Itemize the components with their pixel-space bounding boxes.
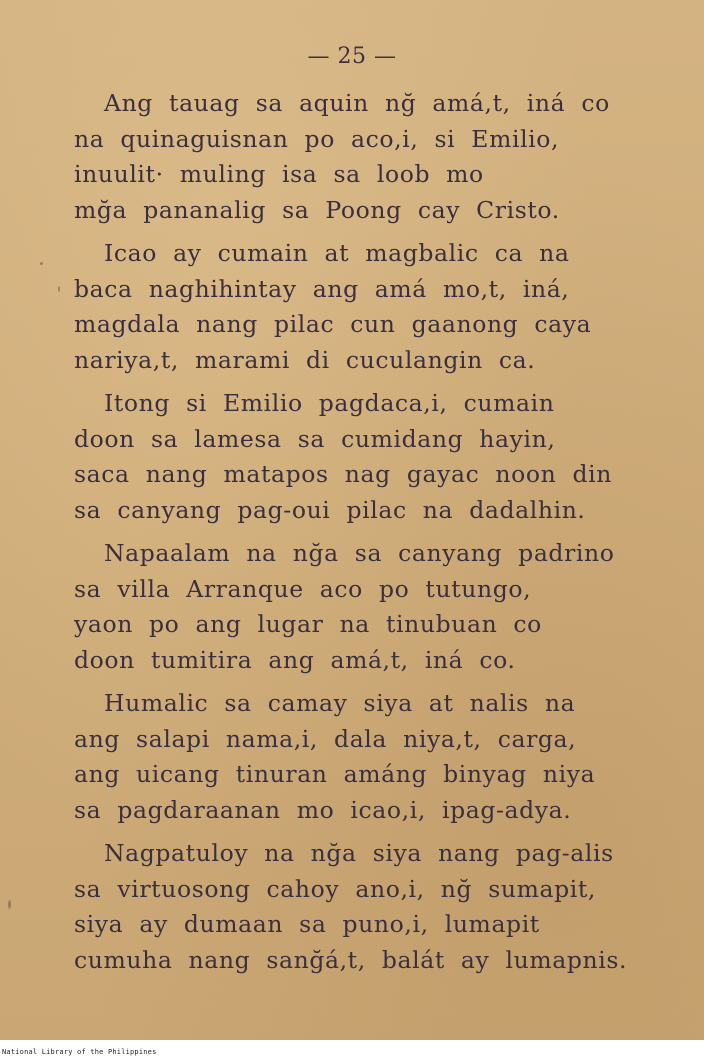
stanza-2 (74, 236, 674, 378)
stanza-4-line-4: doon tumitira ang amá,t, iná co. (74, 645, 516, 674)
stanza-2-line-3: magdala nang pilac cun gaanong caya (74, 310, 592, 338)
stanza-3 (74, 386, 674, 528)
stanza-6-line-1: Nagpatuloy na nğa siya nang pag-alis (104, 839, 614, 867)
stanza-2-line-2: baca naghihintay ang amá mo,t, iná, (74, 274, 570, 303)
stanza-4-line-3: yaon po ang lugar na tinubuan co (74, 610, 542, 638)
stanza-1 (74, 86, 674, 228)
stanza-6 (74, 836, 674, 978)
stanza-5-line-1: Humalic sa camay siya at nalis na (104, 689, 576, 717)
stanza-3-line-1: Itong si Emilio pagdaca,i, cumain (104, 389, 555, 417)
paper-speck (40, 262, 43, 265)
stanza-4-line-2: sa villa Arranque aco po tutungo, (74, 574, 532, 603)
paper-speck (58, 286, 60, 292)
stanza-1-line-4: mğa pananalig sa Poong cay Cristo. (74, 195, 560, 224)
stanza-4 (74, 536, 674, 678)
stanza-4-line-1: Napaalam na nğa sa canyang padrino (104, 539, 615, 567)
library-credit: National Library of the Philippines (2, 1048, 157, 1056)
poem-body (74, 86, 674, 986)
stanza-5-line-2: ang salapi nama,i, dala niya,t, carga, (74, 724, 577, 753)
stanza-1-line-2: na quinaguisnan po aco,i, si Emilio, (74, 124, 560, 153)
stanza-5-line-3: ang uicang tinuran amáng binyag niya (74, 760, 596, 788)
stanza-2-line-4: nariya,t, marami di cuculangin ca. (74, 345, 536, 374)
stanza-1-line-3: inuulit· muling isa sa loob mo (74, 160, 484, 188)
stanza-6-line-4: cumuha nang sanğá,t, balát ay lumapnis. (74, 945, 628, 974)
stanza-3-line-2: doon sa lamesa sa cumidang hayin, (74, 424, 556, 453)
stanza-5 (74, 686, 674, 828)
page-number: — 25 — (307, 44, 397, 69)
stanza-5-line-4: sa pagdaraanan mo icao,i, ipag-adya. (74, 795, 572, 824)
stanza-1-line-1: Ang tauag sa aquin nğ amá,t, iná co (104, 89, 610, 117)
stanza-6-line-3: siya ay dumaan sa puno,i, lumapit (74, 910, 540, 938)
paper-speck (8, 900, 11, 909)
stanza-6-line-2: sa virtuosong cahoy ano,i, nğ sumapit, (74, 874, 596, 903)
stanza-2-line-1: Icao ay cumain at magbalic ca na (104, 239, 570, 267)
stanza-3-line-4: sa canyang pag-oui pilac na dadalhin. (74, 495, 586, 524)
stanza-3-line-3: saca nang matapos nag gayac noon din (74, 460, 612, 488)
